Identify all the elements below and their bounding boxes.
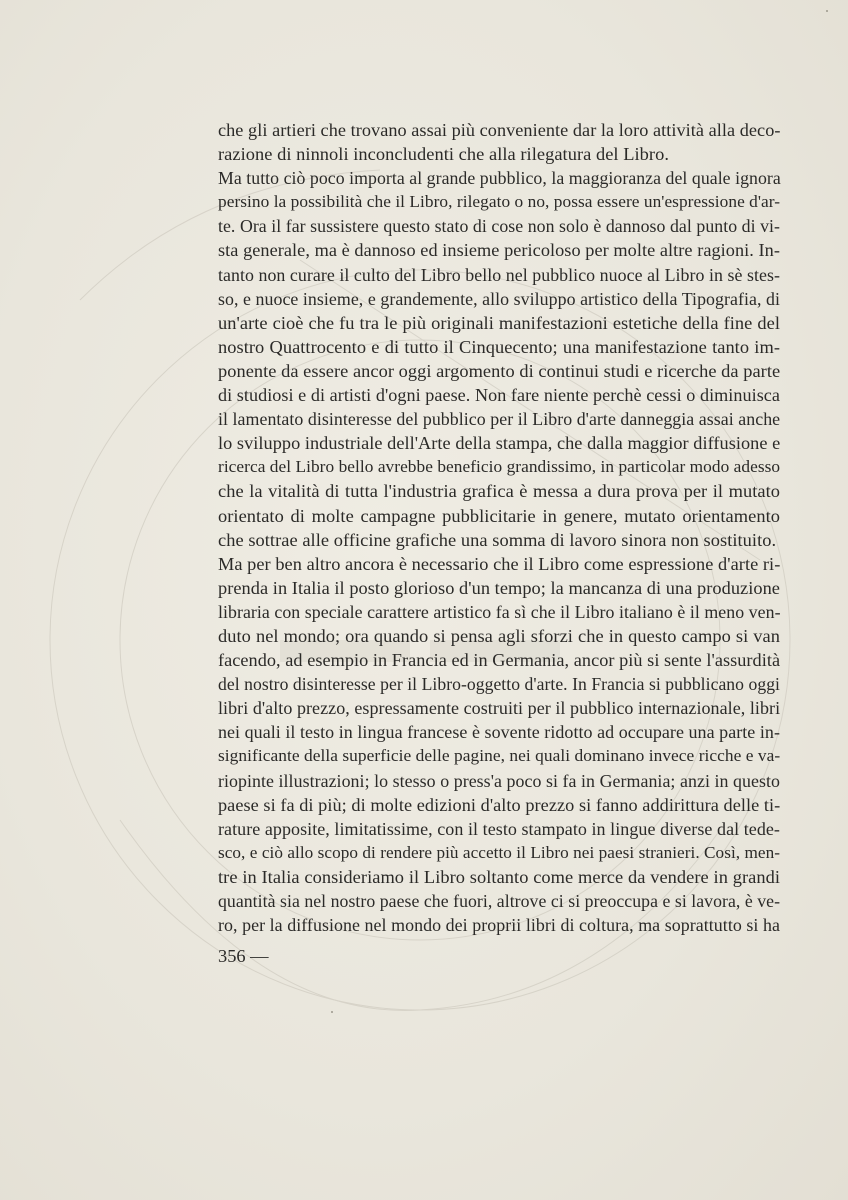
body-text	[218, 118, 780, 937]
text-line: facendo, ad esempio in Francia ed in Germania, ancor più si sente l'assurdità	[218, 650, 781, 671]
text-line: nostro Quattrocento e di tutto il Cinquecento; una manifestazione tanto im-	[218, 336, 780, 357]
text-line: tanto non curare il culto del Libro bello nel pubblico nuoce al Libro in sè stes-	[218, 264, 780, 285]
paragraph	[218, 118, 780, 166]
text-line: sco, e ciò allo scopo di rendere più accetto il Libro nei paesi stranieri. Così, men-	[218, 842, 780, 862]
text-line: ricerca del Libro bello avrebbe beneficio grandissimo, in particolar modo adesso	[218, 457, 781, 477]
text-line: nei quali il testo in lingua francese è sovente ridotto ad occupare una parte in-	[218, 722, 780, 743]
text-line: libraria con speciale carattere artistico fa sì che il Libro italiano è il meno ven-	[218, 601, 781, 622]
text-line: Ma tutto ciò poco importa al grande pubblico, la maggioranza del quale ignora	[218, 168, 781, 189]
text-line: quantità sia nel nostro paese che fuori, altrove ci si preoccupa e si lavora, è ve-	[218, 891, 781, 911]
text-line: persino la possibilità che il Libro, rilegato o no, possa essere un'espressione d'ar-	[218, 192, 781, 212]
text-line: lo sviluppo industriale dell'Arte della stampa, che dalla maggior diffusione e	[218, 433, 781, 454]
text-line: libri d'alto prezzo, espressamente costruiti per il pubblico internazionale, libri	[218, 698, 781, 719]
text-line: so, e nuoce insieme, e grandemente, allo sviluppo artistico della Tipografia, di	[218, 288, 780, 309]
text-line: sta generale, ma è dannoso ed insieme pericoloso per molte altre ragioni. In-	[218, 240, 780, 261]
text-line: del nostro disinteresse per il Libro-oggetto d'arte. In Francia si pubblicano oggi	[218, 674, 780, 695]
text-line: il lamentato disinteresse del pubblico per il Libro d'arte danneggia assai anche	[218, 409, 781, 430]
paper-speck	[826, 10, 828, 12]
text-line: che la vitalità di tutta l'industria grafica è messa a dura prova per il mutato	[218, 481, 780, 502]
text-line: prenda in Italia il posto glorioso d'un tempo; la mancanza di una produzione	[218, 577, 780, 598]
text-line: riopinte illustrazioni; lo stesso o press'a poco si fa in Germania; anzi in questo	[218, 770, 780, 791]
page-number: 356 —	[218, 946, 269, 966]
text-line: orientato di molte campagne pubblicitarie in genere, mutato orientamento	[218, 505, 780, 526]
text-line: ro, per la diffusione nel mondo dei proprii libri di coltura, ma soprattutto si ha	[218, 915, 780, 936]
text-line: un'arte cioè che fu tra le più originali manifestazioni estetiche della fine del	[218, 312, 780, 333]
text-line: significante della superficie delle pagine, nei quali dominano invece ricche e va-	[218, 746, 781, 766]
paragraph	[218, 166, 780, 552]
text-line: tre in Italia consideriamo il Libro soltanto come merce da vendere in grandi	[218, 866, 780, 887]
text-line: di studiosi e di artisti d'ogni paese. Non fare niente perchè cessi o diminuisca	[218, 385, 780, 406]
text-line: te. Ora il far sussistere questo stato di cose non solo è dannoso dal punto di vi-	[218, 216, 780, 237]
text-line: rature apposite, limitatissime, con il testo stampato in lingue diverse dal tede-	[218, 818, 780, 839]
text-line: Ma per ben altro ancora è necessario che il Libro come espressione d'arte ri-	[218, 553, 781, 574]
paper-speck	[331, 1011, 333, 1013]
paragraph	[218, 552, 780, 938]
text-line: duto nel mondo; ora quando si pensa agli sforzi che in questo campo si van	[218, 625, 780, 646]
text-line: ponente da essere ancor oggi argomento di continui studi e ricerche da parte	[218, 360, 781, 381]
text-line: razione di ninnoli inconcludenti che alla rilegatura del Libro.	[218, 144, 669, 165]
text-line: paese si fa di più; di molte edizioni d'alto prezzo si fanno addirittura delle ti-	[218, 794, 781, 815]
text-line: che gli artieri che trovano assai più conveniente dar la loro attività alla deco-	[218, 120, 781, 140]
text-line: che sottrae alle officine grafiche una somma di lavoro sinora non sostituito.	[218, 529, 777, 550]
